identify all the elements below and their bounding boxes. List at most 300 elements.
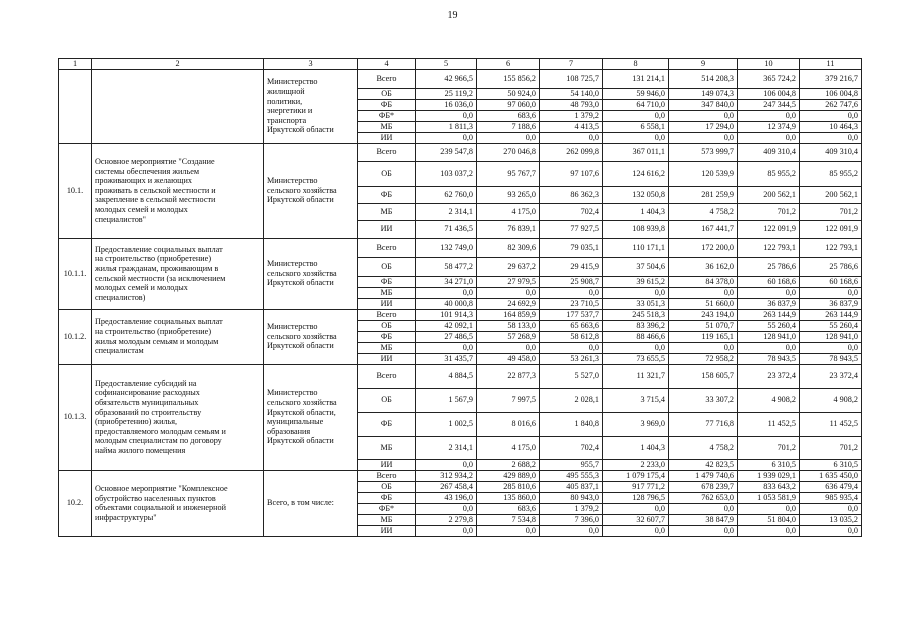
- funding-source: МБ: [358, 436, 416, 459]
- value-cell: 0,0: [669, 342, 738, 353]
- executor-cell: [264, 69, 358, 143]
- value-cell: 27 979,5: [477, 276, 540, 287]
- header-cell: 8: [603, 59, 669, 70]
- value-cell: 85 955,2: [800, 161, 862, 186]
- value-cell: 25 786,6: [738, 257, 800, 276]
- funding-source: ОБ: [358, 388, 416, 412]
- item-name: Основное мероприятие "Комплексное обустройство населенных пунктов объектами социальной и инженерной инфраструктуры": [95, 483, 228, 522]
- value-cell: 0,0: [669, 132, 738, 143]
- value-cell: 347 840,0: [669, 99, 738, 110]
- value-cell: 8 016,6: [477, 412, 540, 436]
- value-cell: 365 724,2: [738, 69, 800, 88]
- value-cell: 51 070,7: [669, 320, 738, 331]
- value-cell: 405 837,1: [540, 481, 603, 492]
- value-cell: 0,0: [477, 525, 540, 536]
- value-cell: 164 859,9: [477, 309, 540, 320]
- value-cell: 4 908,2: [800, 388, 862, 412]
- funding-source: МБ: [358, 514, 416, 525]
- value-cell: 7 534,8: [477, 514, 540, 525]
- table-row: [59, 364, 862, 388]
- value-cell: 0,0: [416, 342, 477, 353]
- value-cell: 106 004,8: [738, 88, 800, 99]
- value-cell: 0,0: [669, 287, 738, 298]
- value-cell: 3 715,4: [603, 388, 669, 412]
- funding-source: МБ: [358, 287, 416, 298]
- value-cell: 1 404,3: [603, 203, 669, 220]
- value-cell: 88 466,6: [603, 331, 669, 342]
- value-cell: 0,0: [603, 132, 669, 143]
- value-cell: 103 037,2: [416, 161, 477, 186]
- value-cell: 120 539,9: [669, 161, 738, 186]
- value-cell: 0,0: [669, 503, 738, 514]
- value-cell: 0,0: [738, 110, 800, 121]
- value-cell: 42 823,5: [669, 459, 738, 470]
- value-cell: 0,0: [416, 503, 477, 514]
- value-cell: 2 688,2: [477, 459, 540, 470]
- value-cell: 13 035,2: [800, 514, 862, 525]
- item-name-cell: [92, 69, 264, 143]
- executor: Министерство сельского хозяйства Иркутской области: [267, 322, 337, 351]
- value-cell: 5 527,0: [540, 364, 603, 388]
- header-cell: 11: [800, 59, 862, 70]
- table-row: [59, 143, 862, 161]
- value-cell: 58 133,0: [477, 320, 540, 331]
- value-cell: 33 307,2: [669, 388, 738, 412]
- value-cell: 33 051,3: [603, 298, 669, 309]
- value-cell: 0,0: [738, 132, 800, 143]
- value-cell: 25 786,6: [800, 257, 862, 276]
- value-cell: 36 837,9: [800, 298, 862, 309]
- page-number: 19: [447, 10, 458, 21]
- value-cell: 0,0: [669, 525, 738, 536]
- value-cell: 2 233,0: [603, 459, 669, 470]
- value-cell: 1 379,2: [540, 110, 603, 121]
- value-cell: 23 710,5: [540, 298, 603, 309]
- value-cell: 0,0: [738, 342, 800, 353]
- value-cell: 7 997,5: [477, 388, 540, 412]
- value-cell: 128 796,5: [603, 492, 669, 503]
- value-cell: 72 958,2: [669, 353, 738, 364]
- value-cell: 4 758,2: [669, 436, 738, 459]
- funding-source: ФБ*: [358, 503, 416, 514]
- value-cell: 85 955,2: [738, 161, 800, 186]
- value-cell: 7 396,0: [540, 514, 603, 525]
- funding-source: Всего: [358, 309, 416, 320]
- funding-source: МБ: [358, 203, 416, 220]
- value-cell: 7 188,6: [477, 121, 540, 132]
- value-cell: 16 036,0: [416, 99, 477, 110]
- item-name: Предоставление субсидий на софинансирование расходных обязательств муниципальных образований по строительству (приобретению) жилья, предоставляемого молодым семьям и молодым специалистам по договору найма жилого помещения: [95, 378, 226, 455]
- value-cell: 3 969,0: [603, 412, 669, 436]
- value-cell: 34 271,0: [416, 276, 477, 287]
- value-cell: 124 616,2: [603, 161, 669, 186]
- value-cell: 1 567,9: [416, 388, 477, 412]
- funding-source: ФБ: [358, 412, 416, 436]
- value-cell: 31 435,7: [416, 353, 477, 364]
- funding-source: Всего: [358, 69, 416, 88]
- value-cell: 71 436,5: [416, 220, 477, 238]
- value-cell: 267 458,4: [416, 481, 477, 492]
- value-cell: 64 710,0: [603, 99, 669, 110]
- value-cell: 122 091,9: [800, 220, 862, 238]
- value-cell: 701,2: [800, 203, 862, 220]
- funding-source: ФБ: [358, 276, 416, 287]
- value-cell: 132 050,8: [603, 186, 669, 203]
- value-cell: 58 612,8: [540, 331, 603, 342]
- item-name: Предоставление социальных выплат на строительство (приобретение) жилья гражданам, проживающим в сельской местности (за исключением молодых семей и молодых специалистов): [95, 244, 226, 302]
- value-cell: 97 060,0: [477, 99, 540, 110]
- value-cell: 1 053 581,9: [738, 492, 800, 503]
- item-name: Предоставление социальных выплат на строительство (приобретение) жилья молодым семьям и молодым специалистам: [95, 317, 223, 356]
- executor-cell: [264, 143, 358, 238]
- value-cell: 4 758,2: [669, 203, 738, 220]
- value-cell: 62 760,0: [416, 186, 477, 203]
- value-cell: 172 200,0: [669, 238, 738, 257]
- value-cell: 247 344,5: [738, 99, 800, 110]
- header-cell: 6: [477, 59, 540, 70]
- value-cell: 42 966,5: [416, 69, 477, 88]
- value-cell: 158 605,7: [669, 364, 738, 388]
- value-cell: 23 372,4: [800, 364, 862, 388]
- value-cell: 0,0: [540, 525, 603, 536]
- funding-source: ОБ: [358, 320, 416, 331]
- value-cell: 0,0: [477, 342, 540, 353]
- value-cell: 0,0: [800, 110, 862, 121]
- value-cell: 167 441,7: [669, 220, 738, 238]
- value-cell: 1 635 450,0: [800, 470, 862, 481]
- value-cell: 32 607,7: [603, 514, 669, 525]
- value-cell: 57 268,9: [477, 331, 540, 342]
- value-cell: 4 413,5: [540, 121, 603, 132]
- executor: Министерство сельского хозяйства Иркутской области: [267, 259, 337, 288]
- value-cell: 0,0: [477, 132, 540, 143]
- value-cell: 78 943,5: [800, 353, 862, 364]
- value-cell: 25 119,2: [416, 88, 477, 99]
- value-cell: 131 214,1: [603, 69, 669, 88]
- value-cell: 29 415,9: [540, 257, 603, 276]
- funding-source: МБ: [358, 342, 416, 353]
- value-cell: 0,0: [800, 342, 862, 353]
- value-cell: 83 396,2: [603, 320, 669, 331]
- item-code: 10.1.3.: [59, 364, 92, 470]
- value-cell: 4 175,0: [477, 203, 540, 220]
- value-cell: 1 811,3: [416, 121, 477, 132]
- value-cell: 25 908,7: [540, 276, 603, 287]
- value-cell: 22 877,3: [477, 364, 540, 388]
- value-cell: 683,6: [477, 503, 540, 514]
- funding-source: Всего: [358, 238, 416, 257]
- value-cell: 73 655,5: [603, 353, 669, 364]
- value-cell: 2 279,8: [416, 514, 477, 525]
- value-cell: 155 856,2: [477, 69, 540, 88]
- value-cell: 39 615,2: [603, 276, 669, 287]
- table-row: [59, 238, 862, 257]
- value-cell: 43 196,0: [416, 492, 477, 503]
- value-cell: 49 458,0: [477, 353, 540, 364]
- value-cell: 0,0: [738, 525, 800, 536]
- value-cell: 60 168,6: [800, 276, 862, 287]
- value-cell: 262 099,8: [540, 143, 603, 161]
- value-cell: 4 908,2: [738, 388, 800, 412]
- item-name-cell: [92, 143, 264, 238]
- value-cell: 0,0: [738, 287, 800, 298]
- value-cell: 701,2: [738, 203, 800, 220]
- funding-source: ИИ: [358, 220, 416, 238]
- value-cell: 82 309,6: [477, 238, 540, 257]
- executor-cell: [264, 364, 358, 470]
- value-cell: 135 860,0: [477, 492, 540, 503]
- value-cell: 11 452,5: [738, 412, 800, 436]
- value-cell: 95 767,7: [477, 161, 540, 186]
- value-cell: 917 771,2: [603, 481, 669, 492]
- value-cell: 429 889,0: [477, 470, 540, 481]
- value-cell: 29 637,2: [477, 257, 540, 276]
- value-cell: 42 092,1: [416, 320, 477, 331]
- value-cell: 367 011,1: [603, 143, 669, 161]
- value-cell: 1 002,5: [416, 412, 477, 436]
- value-cell: 48 793,0: [540, 99, 603, 110]
- value-cell: 2 314,1: [416, 203, 477, 220]
- value-cell: 955,7: [540, 459, 603, 470]
- value-cell: 200 562,1: [738, 186, 800, 203]
- executor-cell: [264, 470, 358, 536]
- funding-source: ФБ: [358, 186, 416, 203]
- funding-source: ИИ: [358, 132, 416, 143]
- header-cell: 5: [416, 59, 477, 70]
- value-cell: 122 793,1: [738, 238, 800, 257]
- value-cell: 23 372,4: [738, 364, 800, 388]
- value-cell: 573 999,7: [669, 143, 738, 161]
- value-cell: 514 208,3: [669, 69, 738, 88]
- value-cell: 6 310,5: [738, 459, 800, 470]
- value-cell: 177 537,7: [540, 309, 603, 320]
- value-cell: 0,0: [416, 110, 477, 121]
- header-cell: 9: [669, 59, 738, 70]
- value-cell: 55 260,4: [800, 320, 862, 331]
- value-cell: 51 804,0: [738, 514, 800, 525]
- value-cell: 122 091,9: [738, 220, 800, 238]
- executor-cell: [264, 309, 358, 364]
- value-cell: 0,0: [800, 287, 862, 298]
- value-cell: 55 260,4: [738, 320, 800, 331]
- value-cell: 50 924,0: [477, 88, 540, 99]
- value-cell: 79 035,1: [540, 238, 603, 257]
- value-cell: 78 943,5: [738, 353, 800, 364]
- budget-table: [58, 58, 862, 537]
- item-code: 10.2.: [59, 470, 92, 536]
- value-cell: 0,0: [416, 525, 477, 536]
- value-cell: 12 374,9: [738, 121, 800, 132]
- funding-source: ИИ: [358, 459, 416, 470]
- funding-source: ОБ: [358, 161, 416, 186]
- value-cell: 702,4: [540, 203, 603, 220]
- value-cell: 0,0: [603, 525, 669, 536]
- value-cell: 285 810,6: [477, 481, 540, 492]
- value-cell: 27 486,5: [416, 331, 477, 342]
- value-cell: 110 171,1: [603, 238, 669, 257]
- executor: Министерство сельского хозяйства Иркутской области, муниципальные образования Иркутской области: [267, 388, 337, 446]
- header-cell: 4: [358, 59, 416, 70]
- item-name-cell: [92, 238, 264, 309]
- funding-source: ОБ: [358, 481, 416, 492]
- value-cell: 149 074,3: [669, 88, 738, 99]
- value-cell: 1 404,3: [603, 436, 669, 459]
- value-cell: 93 265,0: [477, 186, 540, 203]
- value-cell: 58 477,2: [416, 257, 477, 276]
- value-cell: 0,0: [477, 287, 540, 298]
- funding-source: Всего: [358, 143, 416, 161]
- value-cell: 245 518,3: [603, 309, 669, 320]
- value-cell: 77 716,8: [669, 412, 738, 436]
- value-cell: 132 749,0: [416, 238, 477, 257]
- item-name: Основное мероприятие "Создание системы обеспечения жильем проживающих и желающих проживать в сельской местности и закрепление в сельской местности молодых семей и молодых специалистов": [95, 157, 216, 224]
- value-cell: 119 165,1: [669, 331, 738, 342]
- value-cell: 54 140,0: [540, 88, 603, 99]
- item-code: 10.1.: [59, 143, 92, 238]
- value-cell: 38 847,9: [669, 514, 738, 525]
- value-cell: 281 259,9: [669, 186, 738, 203]
- value-cell: 243 194,0: [669, 309, 738, 320]
- item-code: [59, 69, 92, 143]
- value-cell: 678 239,7: [669, 481, 738, 492]
- value-cell: 1 479 740,6: [669, 470, 738, 481]
- value-cell: 833 643,2: [738, 481, 800, 492]
- value-cell: 4 884,5: [416, 364, 477, 388]
- value-cell: 409 310,4: [738, 143, 800, 161]
- value-cell: 263 144,9: [738, 309, 800, 320]
- funding-source: ИИ: [358, 298, 416, 309]
- table-row: [59, 470, 862, 481]
- funding-source: ФБ: [358, 331, 416, 342]
- value-cell: 263 144,9: [800, 309, 862, 320]
- value-cell: 409 310,4: [800, 143, 862, 161]
- value-cell: 0,0: [738, 503, 800, 514]
- table-row: [59, 309, 862, 320]
- funding-source: ФБ: [358, 492, 416, 503]
- value-cell: 128 941,0: [800, 331, 862, 342]
- funding-source: МБ: [358, 121, 416, 132]
- value-cell: 51 660,0: [669, 298, 738, 309]
- value-cell: 495 555,3: [540, 470, 603, 481]
- header-row: [59, 59, 862, 70]
- value-cell: 985 935,4: [800, 492, 862, 503]
- value-cell: 106 004,8: [800, 88, 862, 99]
- funding-source: ОБ: [358, 257, 416, 276]
- table-row: [59, 69, 862, 88]
- funding-source: ФБ: [358, 99, 416, 110]
- value-cell: 0,0: [800, 132, 862, 143]
- value-cell: 0,0: [603, 287, 669, 298]
- value-cell: 108 939,8: [603, 220, 669, 238]
- value-cell: 0,0: [540, 287, 603, 298]
- item-code: 10.1.2.: [59, 309, 92, 364]
- value-cell: 17 294,0: [669, 121, 738, 132]
- funding-source: ИИ: [358, 353, 416, 364]
- value-cell: 0,0: [540, 342, 603, 353]
- value-cell: 636 479,4: [800, 481, 862, 492]
- value-cell: 200 562,1: [800, 186, 862, 203]
- value-cell: 101 914,3: [416, 309, 477, 320]
- executor: Всего, в том числе:: [267, 498, 334, 508]
- value-cell: 59 946,0: [603, 88, 669, 99]
- item-name-cell: [92, 364, 264, 470]
- value-cell: 1 079 175,4: [603, 470, 669, 481]
- value-cell: 4 175,0: [477, 436, 540, 459]
- value-cell: 122 793,1: [800, 238, 862, 257]
- value-cell: 0,0: [603, 110, 669, 121]
- value-cell: 1 939 029,1: [738, 470, 800, 481]
- value-cell: 0,0: [416, 132, 477, 143]
- value-cell: 60 168,6: [738, 276, 800, 287]
- value-cell: 37 504,6: [603, 257, 669, 276]
- value-cell: 0,0: [540, 132, 603, 143]
- value-cell: 262 747,6: [800, 99, 862, 110]
- value-cell: 0,0: [416, 459, 477, 470]
- value-cell: 128 941,0: [738, 331, 800, 342]
- table-body: [59, 59, 862, 537]
- value-cell: 10 464,3: [800, 121, 862, 132]
- value-cell: 702,4: [540, 436, 603, 459]
- value-cell: 65 663,6: [540, 320, 603, 331]
- value-cell: 36 837,9: [738, 298, 800, 309]
- value-cell: 1 840,8: [540, 412, 603, 436]
- value-cell: 24 692,9: [477, 298, 540, 309]
- value-cell: 0,0: [416, 287, 477, 298]
- funding-source: ИИ: [358, 525, 416, 536]
- value-cell: 76 839,1: [477, 220, 540, 238]
- value-cell: 762 653,0: [669, 492, 738, 503]
- executor: Министерство жилищной политики, энергетики и транспорта Иркутской области: [267, 77, 334, 135]
- value-cell: 2 028,1: [540, 388, 603, 412]
- value-cell: 270 046,8: [477, 143, 540, 161]
- value-cell: 0,0: [669, 110, 738, 121]
- value-cell: 40 000,8: [416, 298, 477, 309]
- value-cell: 0,0: [603, 503, 669, 514]
- value-cell: 701,2: [738, 436, 800, 459]
- funding-source: ФБ*: [358, 110, 416, 121]
- value-cell: 108 725,7: [540, 69, 603, 88]
- value-cell: 77 927,5: [540, 220, 603, 238]
- funding-source: ОБ: [358, 88, 416, 99]
- value-cell: 80 943,0: [540, 492, 603, 503]
- value-cell: 11 452,5: [800, 412, 862, 436]
- value-cell: 2 314,1: [416, 436, 477, 459]
- value-cell: 0,0: [800, 503, 862, 514]
- value-cell: 0,0: [800, 525, 862, 536]
- item-code: 10.1.1.: [59, 238, 92, 309]
- item-name-cell: [92, 470, 264, 536]
- value-cell: 0,0: [603, 342, 669, 353]
- executor-cell: [264, 238, 358, 309]
- value-cell: 53 261,3: [540, 353, 603, 364]
- value-cell: 84 378,0: [669, 276, 738, 287]
- funding-source: Всего: [358, 470, 416, 481]
- value-cell: 683,6: [477, 110, 540, 121]
- value-cell: 6 310,5: [800, 459, 862, 470]
- value-cell: 239 547,8: [416, 143, 477, 161]
- value-cell: 6 558,1: [603, 121, 669, 132]
- funding-source: Всего: [358, 364, 416, 388]
- value-cell: 86 362,3: [540, 186, 603, 203]
- header-cell: 1: [59, 59, 92, 70]
- header-cell: 2: [92, 59, 264, 70]
- executor: Министерство сельского хозяйства Иркутской области: [267, 176, 337, 205]
- value-cell: 97 107,6: [540, 161, 603, 186]
- value-cell: 312 934,2: [416, 470, 477, 481]
- header-cell: 7: [540, 59, 603, 70]
- value-cell: 379 216,7: [800, 69, 862, 88]
- value-cell: 1 379,2: [540, 503, 603, 514]
